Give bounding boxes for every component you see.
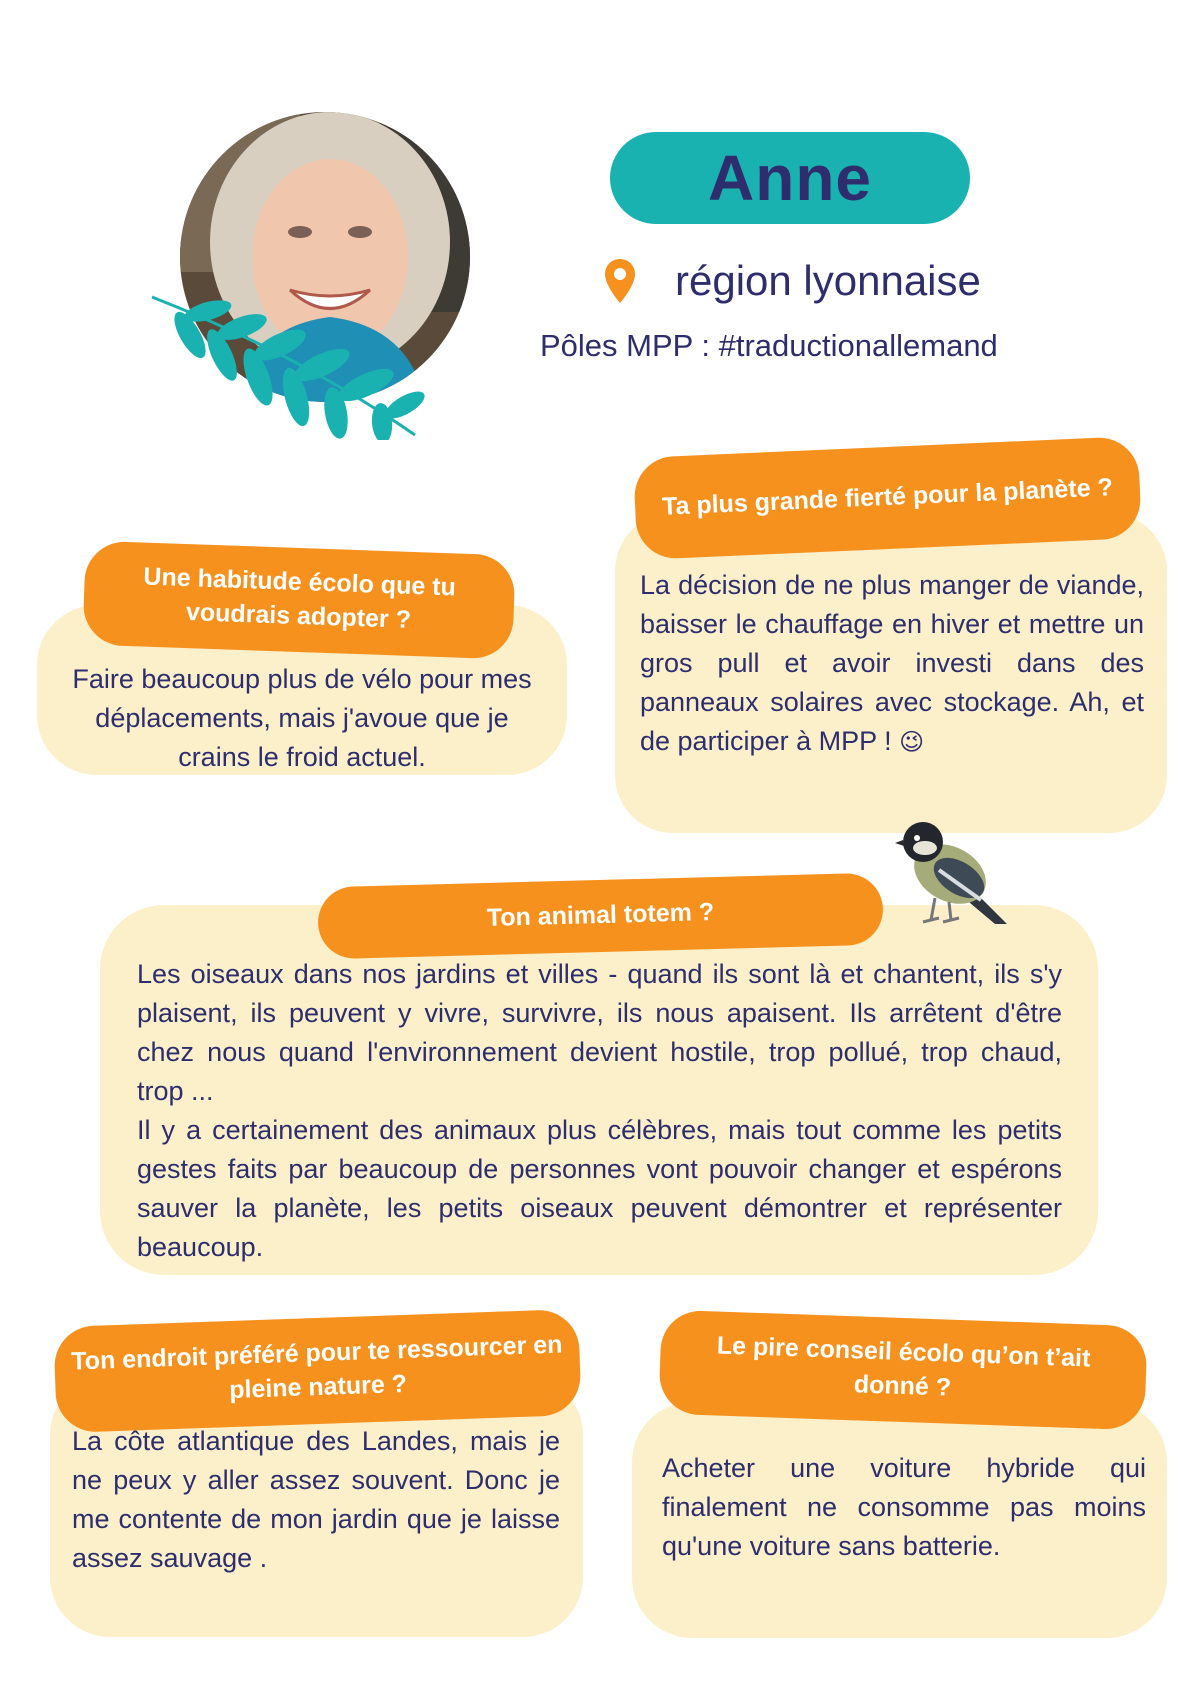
name-badge <box>610 132 970 224</box>
pride-answer: La décision de ne plus manger de viande, baisser le chauffage en hiver et mettre un gros pull et avoir investi dans des panneaux solaires avec stockage. Ah, et de participer à MPP ! 😉 <box>640 570 1144 756</box>
poles-text: Pôles MPP : #traductionallemand <box>540 328 998 363</box>
wink-emoji-icon: 😉 <box>899 729 925 756</box>
bird-icon <box>895 812 1015 930</box>
leaf-branch-icon <box>150 295 430 440</box>
place-question: Ton endroit préféré pour te ressourcer en pleine nature ? <box>53 1309 581 1433</box>
location-text: région lyonnaise <box>675 257 981 304</box>
pride-question: Ta plus grande fierté pour la planète ? <box>633 436 1142 560</box>
location-row <box>603 252 1023 310</box>
location-pin-icon <box>603 257 637 305</box>
habit-answer: Faire beaucoup plus de vélo pour mes déplacements, mais j'avoue que je crains le froid actuel. <box>72 664 532 772</box>
totem-question: Ton animal totem ? <box>317 873 884 960</box>
totem-answer-p2: Il y a certainement des animaux plus célèbres, mais tout comme les petits gestes faits par beaucoup de personnes vont pouvoir changer et espérons sauver la planète, les petits oiseaux peuvent démontrer et représenter beaucoup. <box>137 1115 1062 1262</box>
advice-answer: Acheter une voiture hybride qui finalement ne consomme pas moins qu'une voiture sans batterie. <box>662 1453 1146 1561</box>
advice-question: Le pire conseil écolo qu’on t’ait donné ? <box>658 1310 1147 1431</box>
habit-question: Une habitude écolo que tu voudrais adopter ? <box>82 541 515 660</box>
profile-name: Anne <box>708 142 872 214</box>
place-answer: La côte atlantique des Landes, mais je ne peux y aller assez souvent. Donc je me contente de mon jardin que je laisse assez sauvage . <box>72 1426 560 1573</box>
totem-answer-p1: Les oiseaux dans nos jardins et villes - quand ils sont là et chantent, ils s'y plaisent, ils peuvent y vivre, survivre, ils nous apaisent. Ils arrêtent d'être chez nous quand l'environnement devient hostile, trop pollué, trop chaud, trop ... <box>137 959 1062 1106</box>
totem-answer <box>137 955 1062 1267</box>
